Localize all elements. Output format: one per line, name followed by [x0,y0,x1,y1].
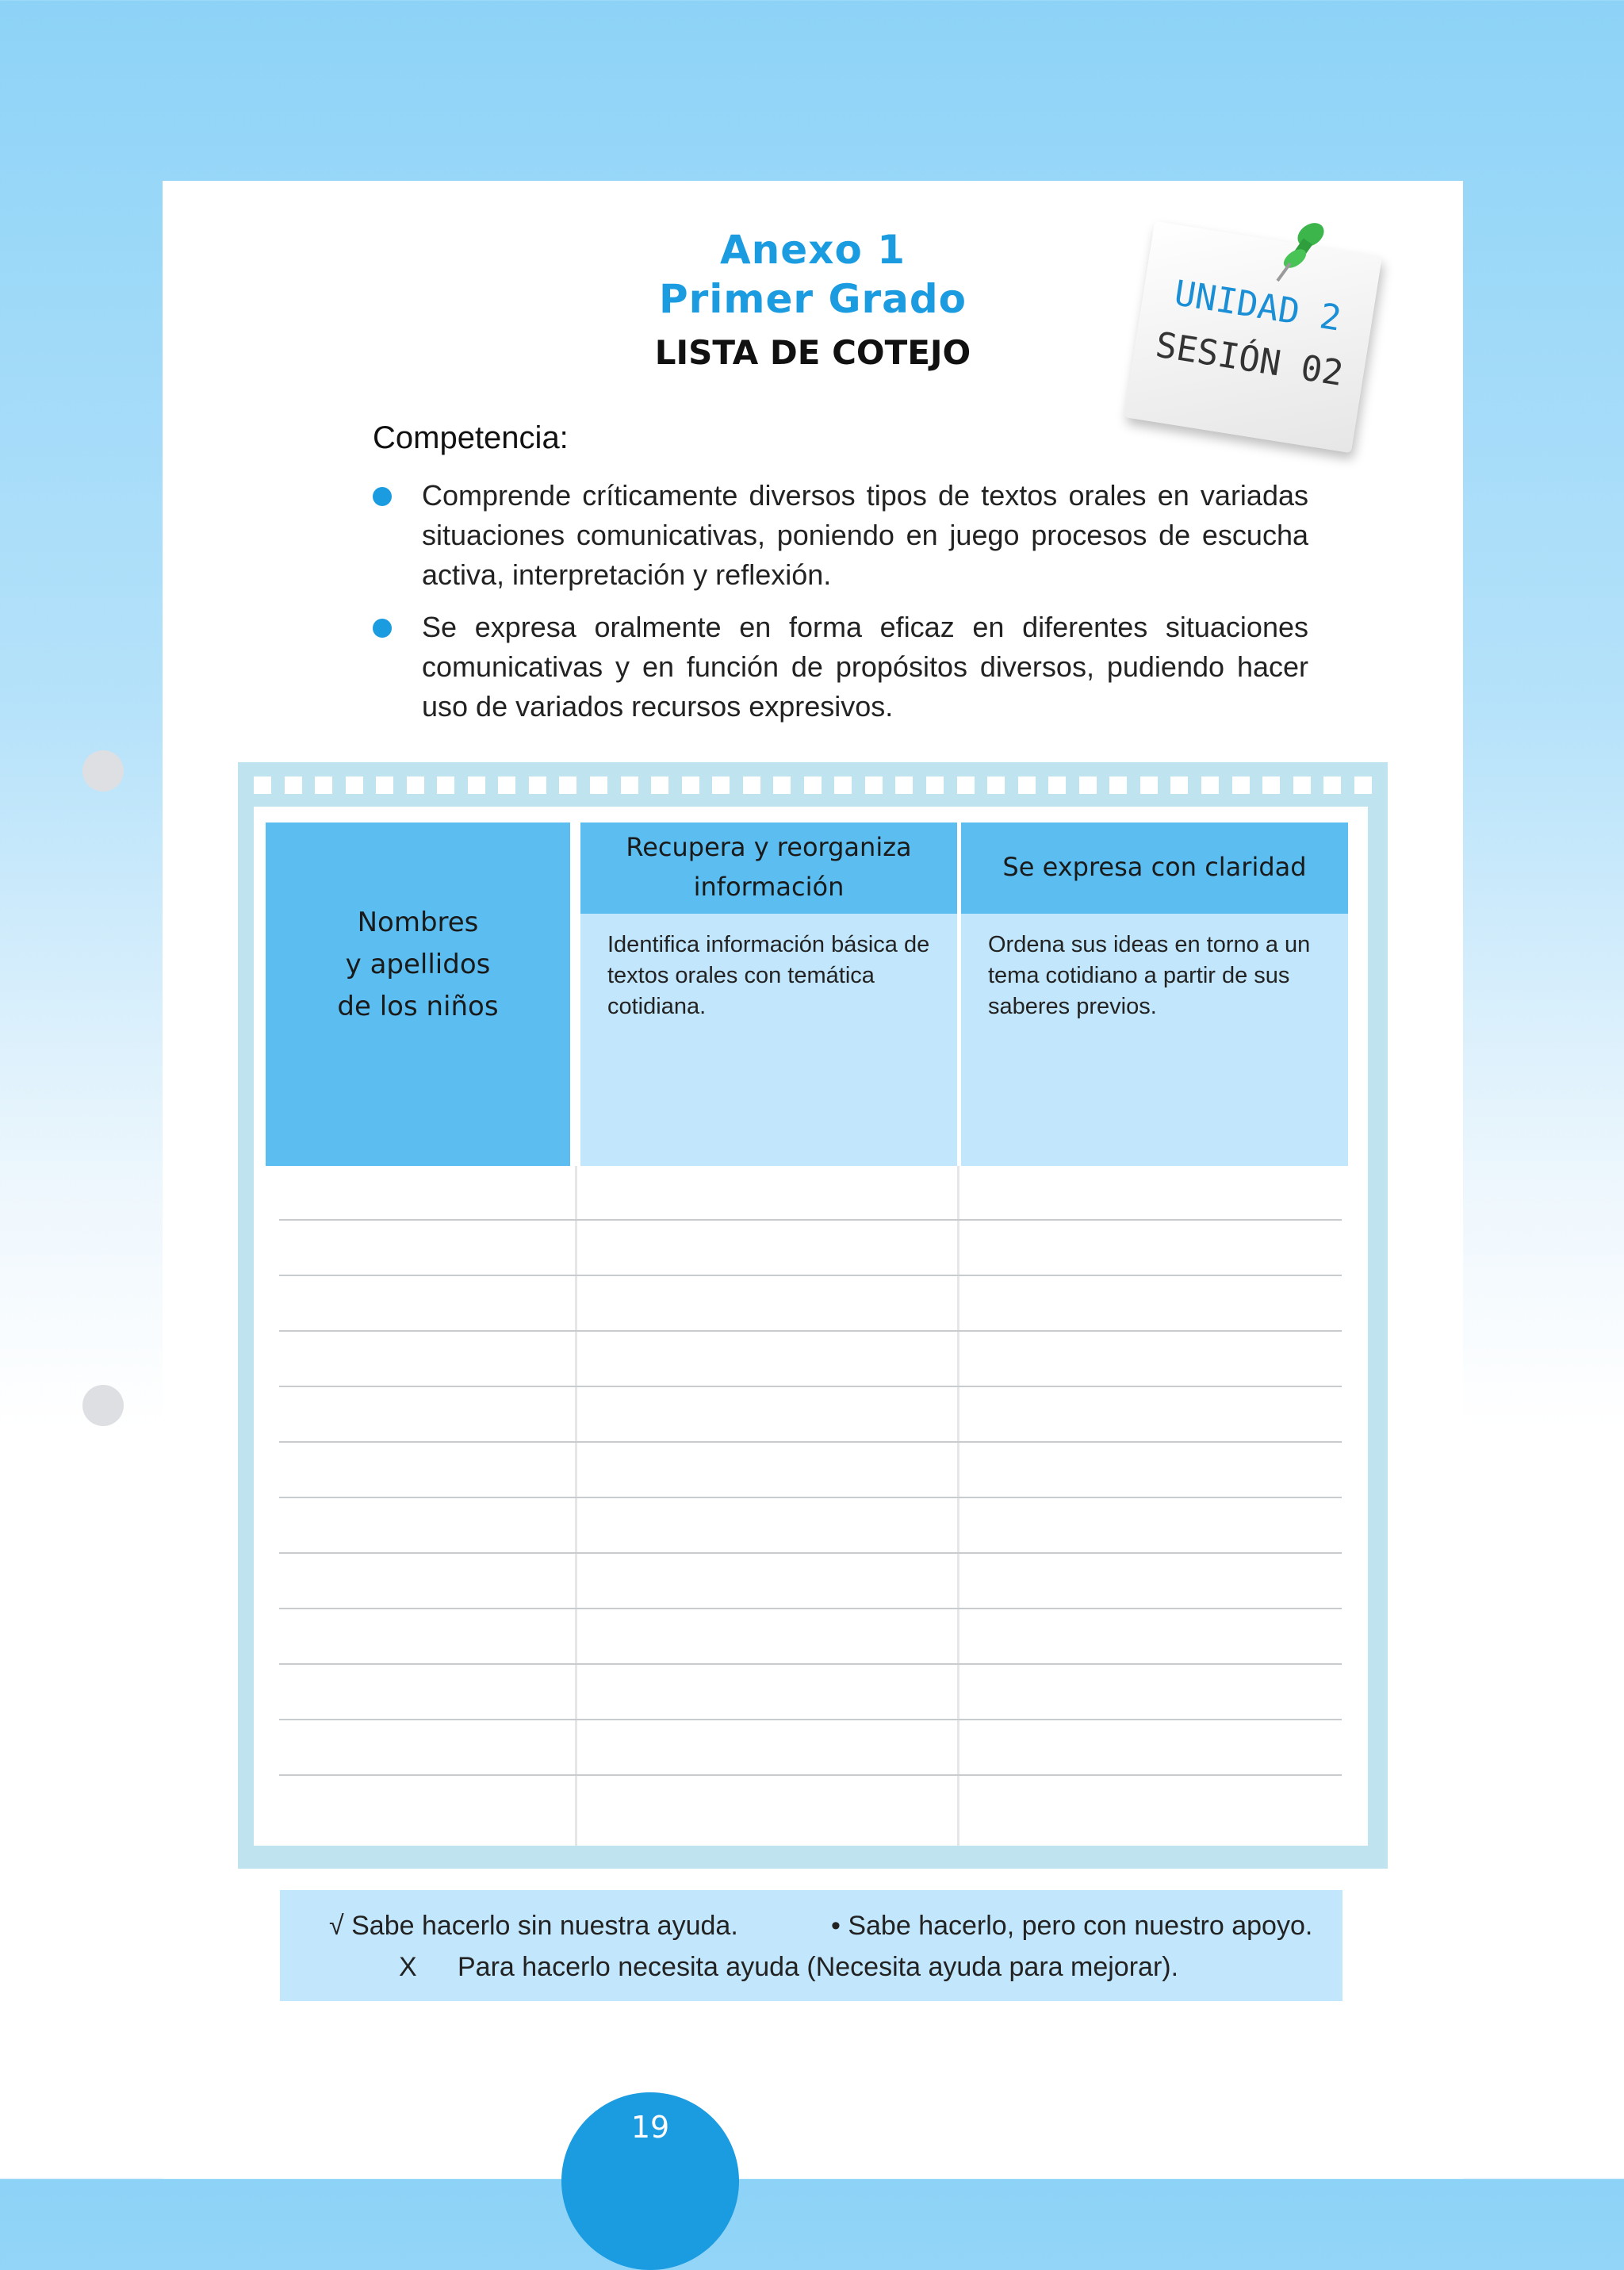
worksheet-page [163,181,1463,2179]
table-row [279,1330,1342,1332]
punch-hole [82,1385,124,1426]
legend-check: √ Sabe hacerlo sin nuestra ayuda. [329,1911,738,1941]
legend-box [280,1890,1342,2001]
table-row [279,1386,1342,1387]
names-header-line: Nombres [357,907,479,938]
competencia-label: Competencia: [373,420,569,455]
indicator-cell-expresa [961,914,1348,1166]
bullet-icon [373,619,392,638]
board-perforation [254,776,1372,794]
criterion-header-recupera [580,822,957,914]
punch-hole [82,750,124,792]
page-number: 19 [630,2110,670,2145]
indicator-text: Ordena sus ideas en torno a un tema cotidiano a partir de sus saberes previos. [988,932,1311,1019]
table-row [279,1497,1342,1498]
unit-label: UNIDAD 2 [1171,273,1344,339]
push-pin-icon [1265,217,1336,289]
indicator-text: Identifica información básica de textos orales con temática cotidiana. [607,932,930,1019]
table-row [279,1719,1342,1720]
table-row [279,1774,1342,1776]
table-row [279,1219,1342,1221]
criterion-title-line: Se expresa con claridad [1002,852,1307,882]
legend-x-text: Para hacerlo necesita ayuda (Necesita ayuda para mejorar). [458,1952,1179,1982]
annex-title: Anexo 1 [719,227,906,273]
session-label: SESIÓN 02 [1152,324,1346,394]
legend-x-mark: X [399,1952,417,1982]
page-number-badge [561,2092,739,2270]
table-row [279,1552,1342,1554]
indicator-cell-recupera [580,914,957,1166]
names-header-line: de los niños [337,991,499,1022]
names-header-line: y apellidos [345,949,491,980]
table-row [279,1608,1342,1609]
competencia-text: Comprende críticamente diversos tipos de textos orales en variadas situaciones comunicativas, poniendo en juego procesos de escucha activa, interpretación y reflexión. [422,479,1308,591]
table-row [279,1441,1342,1443]
bullet-icon [373,487,392,506]
checklist-title: LISTA DE COTEJO [654,333,971,372]
column-divider [575,1166,577,1846]
legend-dot: • Sabe hacerlo, pero con nuestro apoyo. [831,1911,1313,1941]
checklist-table [254,807,1368,1846]
grade-title: Primer Grado [658,276,967,322]
checklist-board [238,762,1388,1869]
criterion-title-line: información [693,872,845,902]
table-row [279,1663,1342,1665]
criterion-title-line: Recupera y reorganiza [626,832,912,862]
criterion-header-expresa [961,822,1348,914]
column-divider [957,1166,959,1846]
unit-sticky-note [1124,221,1382,453]
table-row [279,1275,1342,1276]
names-column-header [266,822,570,1166]
competencia-text: Se expresa oralmente en forma eficaz en diferentes situaciones comunicativas y en función de propósitos diversos, pudiendo hacer uso de variados recursos expresivos. [422,611,1308,723]
